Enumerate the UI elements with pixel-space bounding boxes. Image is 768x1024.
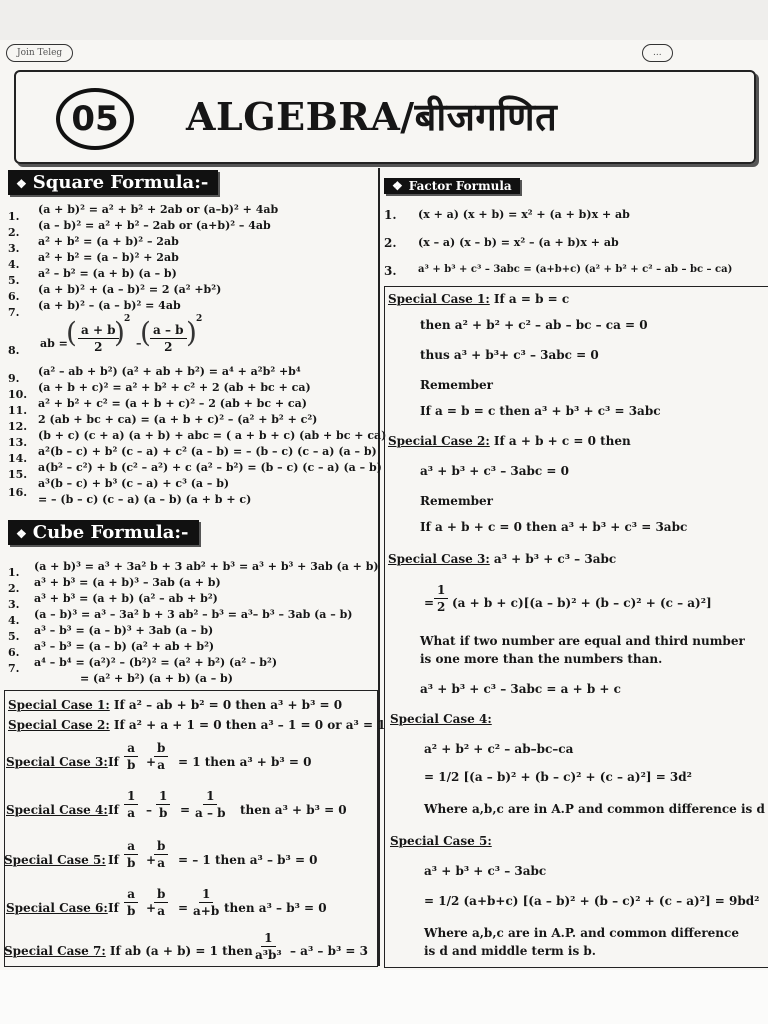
- telegram-tag: Join Teleg: [6, 44, 73, 62]
- square-formula-16a: a³(b – c) + b³ (c – a) + c³ (a – b): [38, 477, 230, 490]
- square-formula-12: 2 (ab + bc + ca) = (a + b + c)² – (a² + b² + c²): [38, 413, 318, 426]
- left-special-case-2: Special Case 2: If a² + a + 1 = 0 then a³ – 1 = 0 or a³ = 1: [8, 718, 386, 732]
- chapter-number: 05: [56, 88, 134, 150]
- diamond-icon: ❖: [392, 179, 403, 193]
- cube-formula-6: a³ – b³ = (a – b) (a² + ab + b²): [34, 640, 215, 653]
- factor-formula-1: (x + a) (x + b) = x² + (a + b)x + ab: [418, 208, 630, 221]
- square-formula-6: (a + b)² + (a – b)² = 2 (a² +b²): [38, 283, 222, 296]
- left-special-case-1: Special Case 1: If a² – ab + b² = 0 then a³ + b³ = 0: [8, 698, 343, 712]
- square-formula-4: a² + b² = (a – b)² + 2ab: [38, 251, 179, 264]
- square-formula-1: (a + b)² = a² + b² + 2ab or (a–b)² + 4ab: [38, 203, 279, 216]
- fraction-1-over-a-minus-b: $\frac{1}{a - b}$: [195, 789, 226, 820]
- cube-formula-7a: a⁴ – b⁴ = (a²)² – (b²)² = (a² + b²) (a² – b²): [34, 656, 278, 669]
- cube-formula-2: a³ + b³ = (a + b)³ – 3ab (a + b): [34, 576, 221, 589]
- square-formula-7: (a + b)² – (a – b)² = 4ab: [38, 299, 181, 312]
- factor-formula-3: a³ + b³ + c³ – 3abc = (a+b+c) (a² + b² + c² – ab – bc – ca): [418, 264, 733, 275]
- fraction-1-over-b: $\frac{1}{b}$: [156, 788, 170, 821]
- left-paren: (: [66, 316, 77, 349]
- cube-formula-4: (a – b)³ = a³ – 3a² b + 3 ab² – b³ = a³– b³ – 3ab (a – b): [34, 608, 353, 621]
- factor-formula-heading: ❖ Factor Formula: [384, 178, 520, 194]
- cube-formula-7b: = (a² + b²) (a + b) (a – b): [80, 672, 233, 685]
- square-formula-15: a(b² – c²) + b (c² – a²) + c (a² – b²) = (b – c) (c – a) (a – b): [38, 461, 382, 474]
- fraction-a-over-b: $\frac{a}{b}$: [124, 838, 138, 871]
- fraction-b-over-a: $\frac{b}{a}$: [154, 740, 168, 773]
- cube-formula-heading: ❖ Cube Formula:-: [8, 520, 199, 545]
- right-paren: ): [114, 316, 125, 349]
- square-formula-2: (a – b)² = a² + b² – 2ab or (a+b)² – 4ab: [38, 219, 271, 232]
- fraction-b-over-a: $\frac{b}{a}$: [154, 838, 168, 871]
- square-formula-14: a²(b – c) + b² (c – a) + c² (a – b) = – (b – c) (c – a) (a – b): [38, 445, 377, 458]
- square-formula-10: (a + b + c)² = a² + b² + c² + 2 (ab + bc + ca): [38, 381, 311, 394]
- diamond-icon: ❖: [16, 177, 27, 191]
- cube-formula-3: a³ + b³ = (a + b) (a² – ab + b²): [34, 592, 218, 605]
- fraction-1-over-a3b3: $\frac{1}{\text{a³b³}}$: [255, 931, 282, 962]
- square-formula-heading: ❖ Square Formula:-: [8, 170, 218, 195]
- fraction-a-over-b: $\frac{a}{b}$: [124, 886, 138, 919]
- square-formula-5: a² – b² = (a + b) (a – b): [38, 267, 177, 280]
- factor-formula-2: (x – a) (x – b) = x² – (a + b)x + ab: [418, 236, 619, 249]
- square-formula-16b: = – (b – c) (c – a) (a – b) (a + b + c): [38, 493, 252, 506]
- fraction-1-over-2: $\frac{1}{2}$: [434, 582, 448, 615]
- fraction-a-over-b: $\frac{a}{b}$: [124, 740, 138, 773]
- square-formula-11: a² + b² + c² = (a + b + c)² – 2 (ab + bc + ca): [38, 397, 307, 410]
- corner-tag: ...: [642, 44, 673, 62]
- fraction-b-over-a: $\frac{b}{a}$: [154, 886, 168, 919]
- square-formula-3: a² + b² = (a + b)² – 2ab: [38, 235, 179, 248]
- diamond-icon: ❖: [16, 527, 27, 541]
- cube-formula-1: (a + b)³ = a³ + 3a² b + 3 ab² + b³ = a³ + b³ + 3ab (a + b): [34, 560, 379, 573]
- fraction-a-minus-b-over-2: $\frac{a - b}{2}$: [150, 322, 187, 355]
- fraction-1-over-a-plus-b: $\frac{1}{a+b}$: [193, 887, 220, 918]
- page-bottom-margin: [0, 970, 768, 1024]
- square-formula-13: (b + c) (c + a) (a + b) + abc = ( a + b + c) (ab + bc + ca): [38, 429, 387, 442]
- left-paren: (: [140, 316, 151, 349]
- cube-formula-5: a³ – b³ = (a – b)³ + 3ab (a – b): [34, 624, 214, 637]
- chapter-title: ALGEBRA/बीजगणित: [186, 94, 558, 139]
- fraction-1-over-a: $\frac{1}{a}$: [124, 788, 138, 821]
- square-formula-9: (a² – ab + b²) (a² + ab + b²) = a⁴ + a²b² +b⁴: [38, 365, 301, 378]
- fraction-a-plus-b-over-2: $\frac{a + b}{2}$: [78, 322, 119, 355]
- right-paren: ): [186, 316, 197, 349]
